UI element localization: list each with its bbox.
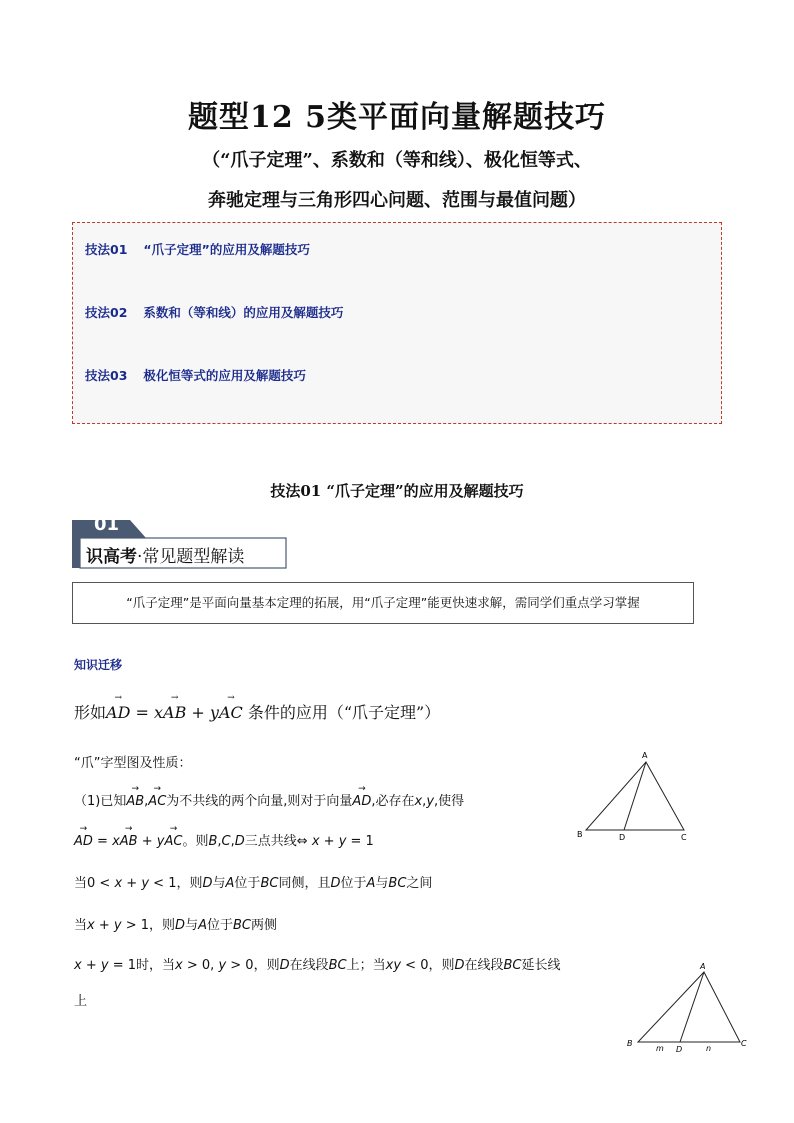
- toc-item-number: 技法02: [85, 305, 128, 320]
- page-subtitle-2: 奔驰定理与三角形四心问题、范围与最值问题）: [208, 190, 586, 211]
- banner-label: [86, 542, 244, 567]
- toc-item-number: 技法03: [85, 368, 128, 383]
- property-line-6: 上: [74, 994, 88, 1009]
- vector-AB: → AB: [120, 834, 138, 849]
- vector-AC: → AC: [219, 703, 243, 722]
- claw-figure-1: [574, 748, 694, 844]
- text: 位于: [234, 876, 261, 891]
- vector-AD: → AD: [106, 703, 130, 722]
- text: ,必存在: [371, 794, 415, 809]
- figure-label-B: B: [577, 830, 583, 839]
- toc-item-label: “爪子定理”的应用及解题技巧: [143, 242, 310, 257]
- text: 与: [185, 918, 199, 933]
- page-subtitle-1: （“爪子定理”、系数和（等和线）、极化恒等式、: [202, 150, 592, 171]
- vector-AD: → AD: [352, 794, 371, 809]
- text: 条件的应用（“爪子定理”）: [247, 703, 441, 722]
- claw-figure-2: [624, 960, 754, 1056]
- toc-item-number: 技法01: [85, 242, 128, 257]
- vector-AB: → AB: [126, 794, 144, 809]
- property-line-3: 当0 < x + y < 1，则D与A位于BC同侧，且D位于A与BC之间: [74, 876, 433, 891]
- text: 当: [74, 876, 88, 891]
- figure-label-B: B: [627, 1039, 633, 1048]
- toc-item-label: 系数和（等和线）的应用及解题技巧: [143, 305, 344, 320]
- figure-label-A: A: [642, 751, 648, 760]
- figure-label-D: D: [619, 833, 626, 842]
- figure-label-A: A: [700, 962, 706, 971]
- banner-label-bold: 识高考: [86, 547, 137, 567]
- vector-AB: → AB: [163, 703, 186, 722]
- property-line-2: → AD = x→ AB + y→ AC。则B,C,D三点共线⇔ x + y = 1: [74, 830, 374, 849]
- toc-item-1[interactable]: [85, 240, 310, 258]
- text: 延长线: [521, 958, 561, 973]
- text: 三点共线⇔: [244, 834, 308, 849]
- text: 形如: [74, 703, 107, 722]
- text: ,使得: [434, 794, 465, 809]
- knowledge-heading: 知识迁移: [74, 658, 123, 672]
- text: 在线段: [289, 958, 329, 973]
- vector-AC: → AC: [164, 834, 182, 849]
- figure-label-n: n: [706, 1044, 712, 1053]
- toc-item-2[interactable]: [85, 303, 343, 321]
- text: 同侧，且: [278, 876, 331, 891]
- toc-box: [72, 222, 722, 424]
- text: 当: [74, 918, 88, 933]
- figure-label-C: C: [681, 833, 687, 842]
- text: 位于: [340, 876, 367, 891]
- vector-AC: → AC: [148, 794, 166, 809]
- text: 上；当: [346, 958, 386, 973]
- text: 之间: [406, 876, 433, 891]
- intro-box: “爪子定理”是平面向量基本定理的拓展，用“爪子定理”能更快速求解，需同学们重点学习掌握: [72, 582, 694, 624]
- banner-number: 01: [94, 514, 120, 535]
- text: 两侧: [251, 918, 278, 933]
- banner-label-rest: ·常见题型解读: [137, 547, 245, 567]
- text: 为不共线的两个向量,则对于向量: [166, 794, 353, 809]
- text: 与: [375, 876, 389, 891]
- property-line-4: 当x + y > 1，则D与A位于BC两侧: [74, 918, 278, 933]
- text: ，则: [428, 958, 455, 973]
- text: 与: [212, 876, 226, 891]
- section-banner: [72, 514, 287, 570]
- text: （1)已知: [74, 794, 127, 809]
- text: 在线段: [464, 958, 504, 973]
- section-title: 技法01 “爪子定理”的应用及解题技巧: [270, 482, 524, 500]
- text: ，则: [253, 958, 280, 973]
- toc-item-3[interactable]: [85, 366, 306, 384]
- text: 时，当: [136, 958, 176, 973]
- vector-AD: → AD: [74, 834, 93, 849]
- text: ，则: [176, 876, 203, 891]
- text: ，则: [149, 918, 176, 933]
- text: 。则: [182, 834, 209, 849]
- text: 位于: [206, 918, 233, 933]
- property-line-1: （1)已知→ AB,→ AC为不共线的两个向量,则对于向量→ AD,必存在x,y,使得: [74, 790, 464, 809]
- toc-item-label: 极化恒等式的应用及解题技巧: [143, 368, 306, 383]
- property-line-5: x + y = 1时，当x > 0, y > 0，则D在线段BC上；当xy < 0，则D在线段BC延长线: [74, 958, 561, 973]
- claw-figure-heading: “爪”字型图及性质：: [74, 756, 192, 771]
- figure-label-m: m: [656, 1044, 664, 1053]
- formula-line: 形如→ AD = x→ AB + y→ AC 条件的应用（“爪子定理”）: [74, 700, 440, 723]
- figure-label-C: C: [741, 1039, 747, 1048]
- figure-label-D: D: [676, 1045, 683, 1054]
- page-title: 题型12 5类平面向量解题技巧: [187, 100, 607, 135]
